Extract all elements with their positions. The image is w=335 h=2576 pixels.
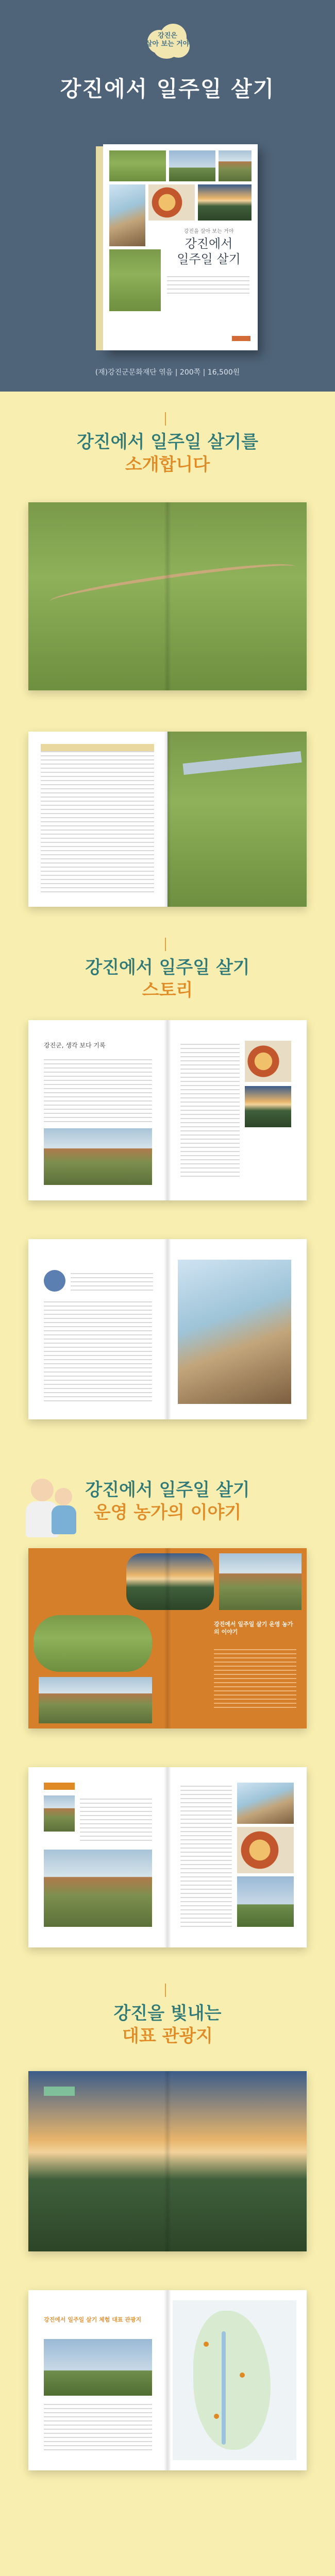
book-subtitle-small: 강진을 살아 보는 거야 <box>183 229 234 234</box>
book-photo-sunset <box>198 184 252 221</box>
spread-story-1 <box>28 1020 307 1200</box>
farm-collage-2 <box>237 1827 294 1873</box>
spread-boardwalk <box>28 502 307 690</box>
book-photo-fields <box>109 150 166 181</box>
divider <box>165 938 166 951</box>
book-photo-sky <box>169 150 215 181</box>
story-food-photo-1 <box>245 1041 291 1082</box>
book-photo-food <box>148 184 195 221</box>
spread-farm-2 <box>28 1767 307 1947</box>
story-chapter-caption: 강진군, 생각 보다 기록 <box>44 1042 106 1049</box>
cover-title: 강진에서 일주일 살기 <box>60 76 275 101</box>
book-meta: (재)강진군문화재단 엮음 | 200쪽 | 16,500원 <box>95 368 240 377</box>
section-story-line-2: 스토리 <box>142 980 193 1001</box>
farm-photo-building <box>39 1677 152 1723</box>
farm-chapter-caption: 강진에서 일주일 살기 운영 농가의 이야기 <box>214 1621 293 1635</box>
farm-owner-photo <box>44 1795 75 1832</box>
spread-tour-1 <box>28 2071 307 2251</box>
section-tour-line-2: 대표 관광지 <box>122 2026 213 2046</box>
section-story-line-1: 강진에서 일주일 살기 <box>85 957 250 978</box>
farm-photo-field <box>34 1615 152 1672</box>
section-farm-heading <box>0 1479 335 1524</box>
book-blurb <box>167 273 249 294</box>
spread-story-2 <box>28 1239 307 1419</box>
tour-chapter-caption: 강진에서 일주일 살기 체험 대표 관광지 <box>44 2316 142 2323</box>
spread-wetland <box>28 732 307 907</box>
tour-mountain-photo <box>44 2339 152 2396</box>
book-title-line-1: 강진에서 <box>185 236 233 251</box>
section-farm-line-2: 운영 농가의 이야기 <box>93 1502 242 1523</box>
cloud-line-2: 살아 보는 거야 <box>145 40 190 48</box>
section-story-heading <box>0 956 335 1002</box>
cover-header <box>0 0 335 392</box>
book-photo-village <box>219 150 252 181</box>
divider <box>165 412 166 426</box>
section-intro-line-1: 강진에서 일주일 살기를 <box>76 432 259 452</box>
cloud-line-1: 강진은 <box>158 32 177 40</box>
book-title-line-2: 일주일 살기 <box>177 252 241 266</box>
tour-map <box>173 2300 296 2460</box>
spread-farm-1 <box>28 1548 307 1728</box>
section-tour-heading <box>0 2002 335 2047</box>
story-badge <box>44 1270 65 1292</box>
divider <box>165 1984 166 1997</box>
book-cover <box>103 144 258 350</box>
farm-room-photo <box>44 1850 152 1927</box>
story-photo-2 <box>245 1086 291 1127</box>
farm-collage-1 <box>237 1783 294 1824</box>
book-publisher-mark <box>232 336 250 341</box>
cloud-badge <box>144 21 191 61</box>
farm-photo-house <box>219 1553 301 1610</box>
section-tour-line-1: 강진을 빛내는 <box>113 2003 222 2024</box>
spread-tour-2 <box>28 2290 307 2470</box>
book-photo-bridge <box>109 184 145 246</box>
data-table-page <box>41 744 154 893</box>
story-village-photo <box>44 1128 152 1185</box>
book-photo-people <box>109 249 161 311</box>
farm-collage-3 <box>237 1876 294 1927</box>
section-intro-heading <box>0 431 335 476</box>
section-intro-line-2: 소개합니다 <box>125 454 210 475</box>
story-bridge-photo <box>178 1260 291 1404</box>
section-farm-line-1: 강진에서 일주일 살기 <box>85 1480 250 1500</box>
